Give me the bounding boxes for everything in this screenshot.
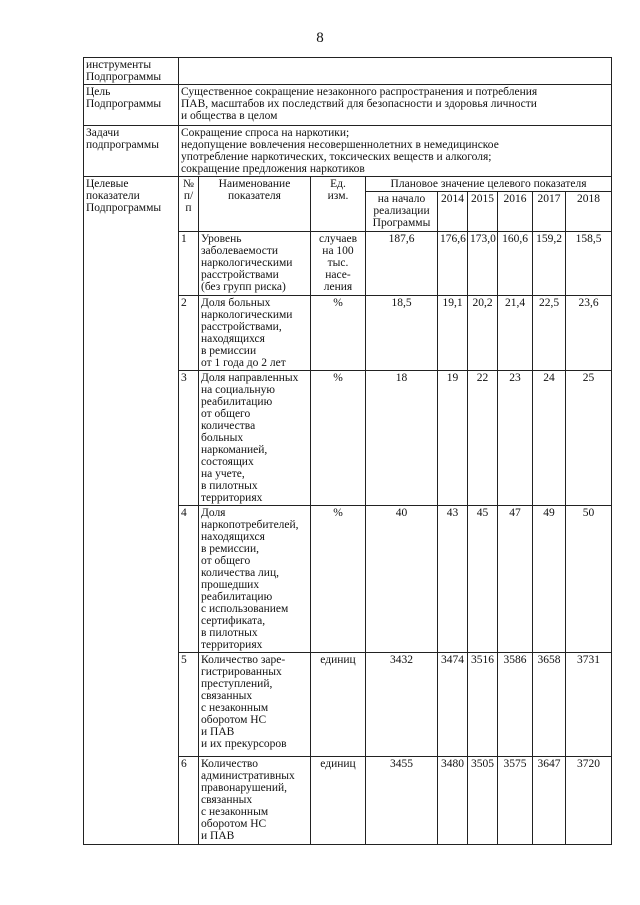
indicator-unit: единиц [311,757,366,845]
tasks-value: Сокращение спроса на наркотики; недопущение вовлечения несовершеннолетних в немедицинское употребление наркотических, токсических веществ и алкоголя; сокращение предложения наркотиков [179,126,612,177]
indicator-value: 50 [566,506,612,653]
subprogram-passport-table [83,57,612,845]
header-start: на начало реализации Программы [366,192,438,232]
indicators-label: Целевые показатели Подпрограммы [84,177,179,845]
goal-label: Цель Подпрограммы [84,85,179,126]
header-planned: Плановое значение целевого показателя [366,177,612,192]
header-year: 2015 [468,192,498,232]
indicator-unit: случаев на 100 тыс. насе- ления [311,232,366,296]
indicator-unit: % [311,506,366,653]
tasks-row [84,126,612,177]
indicator-value: 3586 [498,653,533,757]
header-year: 2017 [533,192,566,232]
indicator-name: Доля наркопотребителей, находящихся в ремиссии, от общего количества лиц, прошедших реабилитацию с использованием сертификата, в пилотных территориях [199,506,311,653]
indicator-value: 19,1 [438,296,468,371]
indicator-value: 3720 [566,757,612,845]
header-num: № п/п [179,177,199,232]
indicator-unit: единиц [311,653,366,757]
indicator-value: 23 [498,371,533,506]
indicator-start: 40 [366,506,438,653]
indicator-value: 3480 [438,757,468,845]
header-unit: Ед. изм. [311,177,366,232]
indicator-value: 176,6 [438,232,468,296]
indicator-start: 3432 [366,653,438,757]
indicator-value: 173,0 [468,232,498,296]
indicator-value: 3647 [533,757,566,845]
indicator-name: Доля больных наркологическими расстройствами, находящихся в ремиссии от 1 года до 2 лет [199,296,311,371]
indicator-value: 3731 [566,653,612,757]
indicator-value: 158,5 [566,232,612,296]
indicator-start: 18,5 [366,296,438,371]
indicator-value: 43 [438,506,468,653]
header-year: 2016 [498,192,533,232]
indicator-name: Количество административных правонарушений, связанных с незаконным оборотом НС и ПАВ [199,757,311,845]
indicator-value: 24 [533,371,566,506]
indicator-value: 160,6 [498,232,533,296]
indicator-value: 3505 [468,757,498,845]
indicator-value: 49 [533,506,566,653]
indicator-value: 3516 [468,653,498,757]
indicator-value: 25 [566,371,612,506]
indicator-value: 19 [438,371,468,506]
indicator-value: 3474 [438,653,468,757]
indicator-num: 5 [179,653,199,757]
goal-row [84,85,612,126]
indicator-value: 3658 [533,653,566,757]
indicator-value: 47 [498,506,533,653]
header-year: 2018 [566,192,612,232]
page-number: 8 [316,30,324,46]
indicator-value: 22 [468,371,498,506]
indicator-value: 21,4 [498,296,533,371]
indicator-num: 1 [179,232,199,296]
indicator-num: 2 [179,296,199,371]
tasks-label: Задачи подпрограммы [84,126,179,177]
indicator-unit: % [311,371,366,506]
indicator-value: 20,2 [468,296,498,371]
indicator-value: 159,2 [533,232,566,296]
instruments-label: инструменты Подпрограммы [84,58,179,85]
indicator-start: 187,6 [366,232,438,296]
instruments-value [179,58,612,85]
indicator-name: Уровень заболеваемости наркологическими расстройствами (без групп риска) [199,232,311,296]
indicator-name: Количество заре- гистрированных преступлений, связанных с незаконным оборотом НС и ПАВ и их прекурсоров [199,653,311,757]
instruments-row [84,58,612,85]
indicator-num: 4 [179,506,199,653]
indicator-unit: % [311,296,366,371]
indicator-value: 22,5 [533,296,566,371]
goal-value: Существенное сокращение незаконного распространения и потребления ПАВ, масштабов их последствий для безопасности и здоровья личности и общества в целом [179,85,612,126]
header-year: 2014 [438,192,468,232]
indicator-name: Доля направленных на социальную реабилитацию от общего количества больных наркоманией, состоящих на учете, в пилотных территориях [199,371,311,506]
indicator-value: 23,6 [566,296,612,371]
indicator-value: 45 [468,506,498,653]
indicator-value: 3575 [498,757,533,845]
indicator-num: 3 [179,371,199,506]
indicator-start: 3455 [366,757,438,845]
header-name: Наименование показателя [199,177,311,232]
indicator-header-row-1 [84,177,612,192]
indicator-start: 18 [366,371,438,506]
indicator-num: 6 [179,757,199,845]
